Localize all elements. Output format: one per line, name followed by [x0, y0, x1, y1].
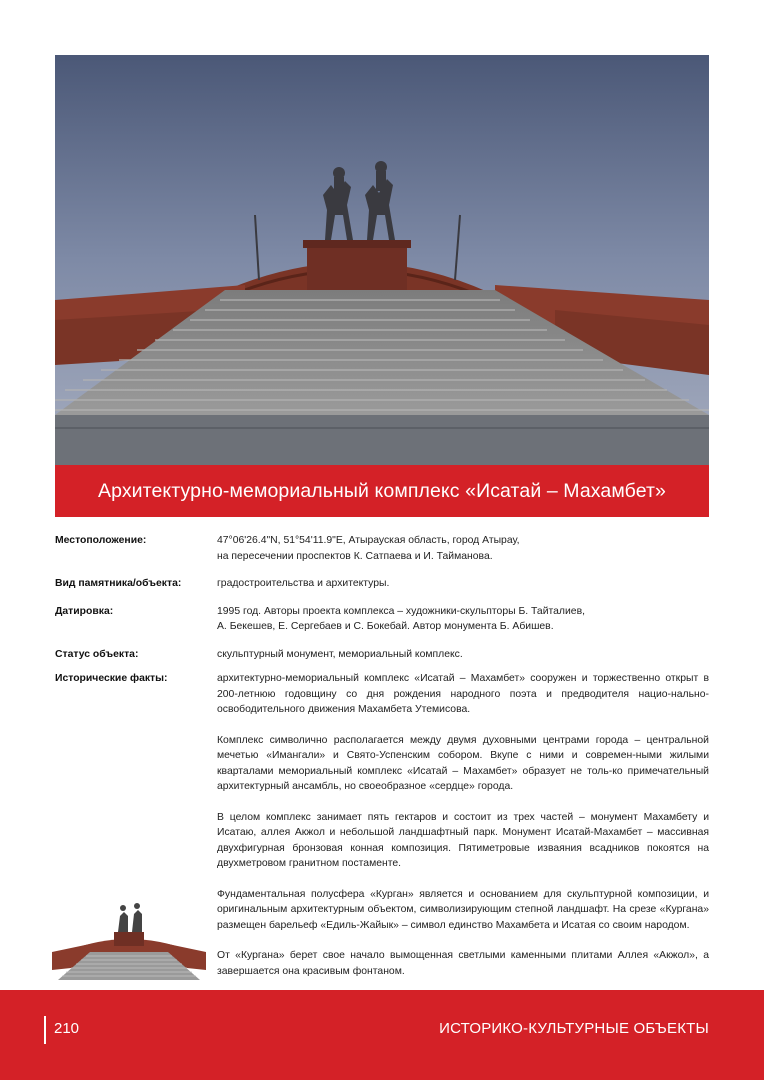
location-line: 47°06'26.4"N, 51°54'11.9"E, Атырауская область, город Атырау, [217, 535, 520, 546]
facts-paragraph: В целом комплекс занимает пять гектаров и состоит из трех частей – монумент Махамбету и Исатаю, аллея Акжол и небольшой ландшафтный парк. Монумент Исатай-Махамбет – массивная двухфигурная бронзовая конная композиция. Пятиметровые изваяния всадников покоятся на двухметровом гранитном постаменте. [217, 811, 709, 869]
dating-label: Датировка: [55, 605, 114, 617]
section-title: ИСТОРИКО-КУЛЬТУРНЫЕ ОБЪЕКТЫ [439, 1020, 709, 1037]
page-number: 210 [54, 1020, 80, 1037]
location-line: на пересечении проспектов К. Сатпаева и И. Тайманова. [217, 550, 493, 562]
title-banner [55, 465, 709, 517]
dating-value [217, 604, 709, 635]
facts-paragraph: От «Кургана» берет свое начало вымощенная светлыми каменными плитами Аллея «Акжол», а завершается она красивым фонтаном. [217, 950, 709, 977]
dating-line: 1995 год. Авторы проекта комплекса – художники-скульпторы Б. Тайталиев, [217, 605, 585, 617]
location-label: Местоположение: [55, 535, 147, 546]
status-label: Статус объекта: [55, 648, 139, 660]
status-value: скульптурный монумент, мемориальный комплекс. [217, 648, 463, 660]
info-row-status [55, 647, 709, 663]
dating-line: А. Бекешев, Е. Сергебаев и С. Бокебай. Автор монумента Б. Абишев. [217, 621, 554, 632]
location-value [217, 533, 709, 564]
facts-paragraph: Комплекс символично располагается между двумя духовными центрами города – центральной мечетью «Имангали» и Свято-Успенским собором. Вкупе с ними и современ-ными жилыми кварталами мемориальный комплекс «Исатай – Махамбет» образует не толь-ко примечательный архитектурный ансамбль, но своеобразное «сердце» города. [217, 734, 709, 792]
facts-paragraph: архитектурно-мемориальный комплекс «Исатай – Махамбет» сооружен и торжественно открыт в 200-летнюю годовщину со дня рождения народного поэта и предводителя нацио-нально-освободительного движения Махамбета Утемисова. [217, 673, 709, 715]
type-label: Вид памятника/объекта: [55, 578, 182, 589]
footer-divider [44, 1016, 46, 1044]
monument-photo [55, 55, 709, 465]
info-row-type [55, 576, 709, 592]
monument-thumbnail [50, 900, 208, 982]
page-title: Архитектурно-мемориальный комплекс «Исатай – Махамбет» [98, 479, 666, 502]
facts-paragraph: Фундаментальная полусфера «Курган» является и основанием для скульптурной композиции, и оригинальным архитектурным объектом, символизирующим степной ландшафт. На срезе «Кургана» размещен барельеф «Едиль-Жайык» – символ единство Махамбета и Исатая со своим народом. [217, 888, 709, 931]
facts-label: Исторические факты: [55, 673, 168, 684]
info-row-dating [55, 604, 709, 635]
type-value: градостроительства и архитектуры. [217, 578, 390, 589]
info-table [55, 533, 709, 674]
historical-facts [217, 671, 709, 994]
info-row-location [55, 533, 709, 564]
